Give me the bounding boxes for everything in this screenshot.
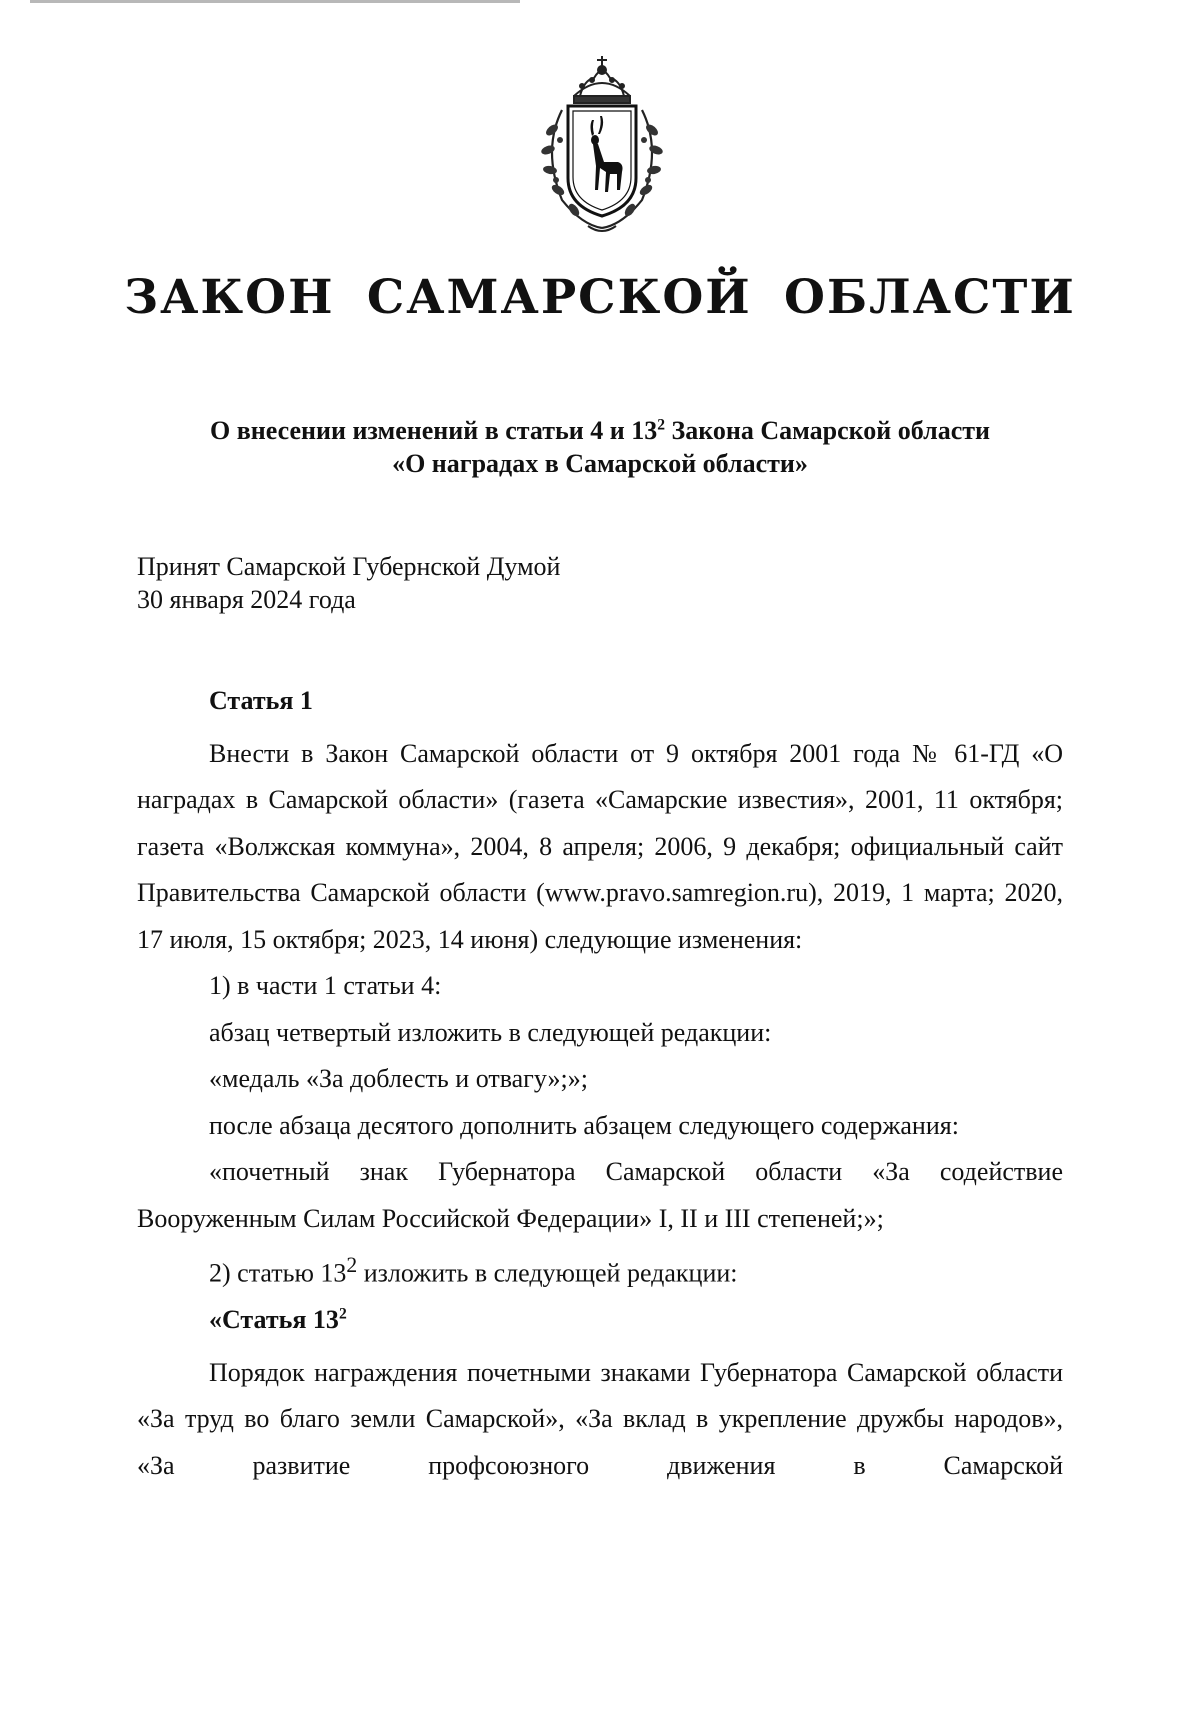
law-title: ЗАКОН САМАРСКОЙ ОБЛАСТИ — [124, 270, 1076, 325]
subtitle-text: Закона Самарской области — [665, 416, 990, 445]
list-item: 1) в части 1 статьи 4: — [209, 971, 442, 1000]
article-paragraph: Порядок награждения почетными знаками Губернатора Самарской области «За труд во благо земли Самарской», «За вклад в укрепление дружбы народов», «За развитие профсоюзного движения в Самарской — [137, 1357, 1063, 1480]
list-item: после абзаца десятого дополнить абзацем следующего содержания: — [209, 1110, 959, 1140]
list-item: «медаль «За доблесть и отвагу»;»; — [209, 1064, 588, 1093]
heading-text: «Статья 13 — [209, 1305, 339, 1335]
item-text: 2) статью 13 — [209, 1258, 347, 1288]
article-paragraph: «почетный знак Губернатора Самарской области «За содействие Вооруженным Силам Российской Федерации» I, II и III степеней;»; — [137, 1157, 1063, 1233]
superscript: 2 — [338, 1305, 347, 1323]
superscript: 2 — [657, 416, 665, 434]
article-1 — [137, 678, 1063, 1489]
adopted-by: Принят Самарской Губернской Думой — [137, 552, 561, 581]
subtitle-line-1 — [0, 414, 1200, 447]
scan-edge — [0, 0, 1200, 3]
adoption-info — [137, 550, 560, 616]
list-item — [137, 1242, 1063, 1297]
article-heading: Статья 1 — [209, 686, 313, 715]
superscript: 2 — [346, 1253, 358, 1277]
item-text: изложить в следующей редакции: — [357, 1258, 738, 1288]
law-subtitle — [0, 414, 1200, 480]
article-13-2-heading — [137, 1297, 1063, 1344]
coat-of-arms-icon — [522, 50, 682, 240]
subtitle-text: О внесении изменений в статьи 4 и 13 — [210, 416, 658, 445]
subtitle-line-2: «О наградах в Самарской области» — [392, 449, 808, 478]
list-item: абзац четвертый изложить в следующей редакции: — [209, 1017, 772, 1047]
adoption-date: 30 января 2024 года — [137, 585, 356, 614]
article-paragraph: Внести в Закон Самарской области от 9 октября 2001 года № 61-ГД «О наградах в Самарской области» (газета «Самарские известия», 2001, 11 октября; газета «Волжская коммуна», 2004, 8 апреля; 2006, 9 декабря; официальный сайт Правительства Самарской области (www.pravo.samregion.ru), 2019, 1 марта; 2020, 17 июля, 15 октября; 2023, 14 июня) следующие изменения: — [137, 738, 1063, 954]
